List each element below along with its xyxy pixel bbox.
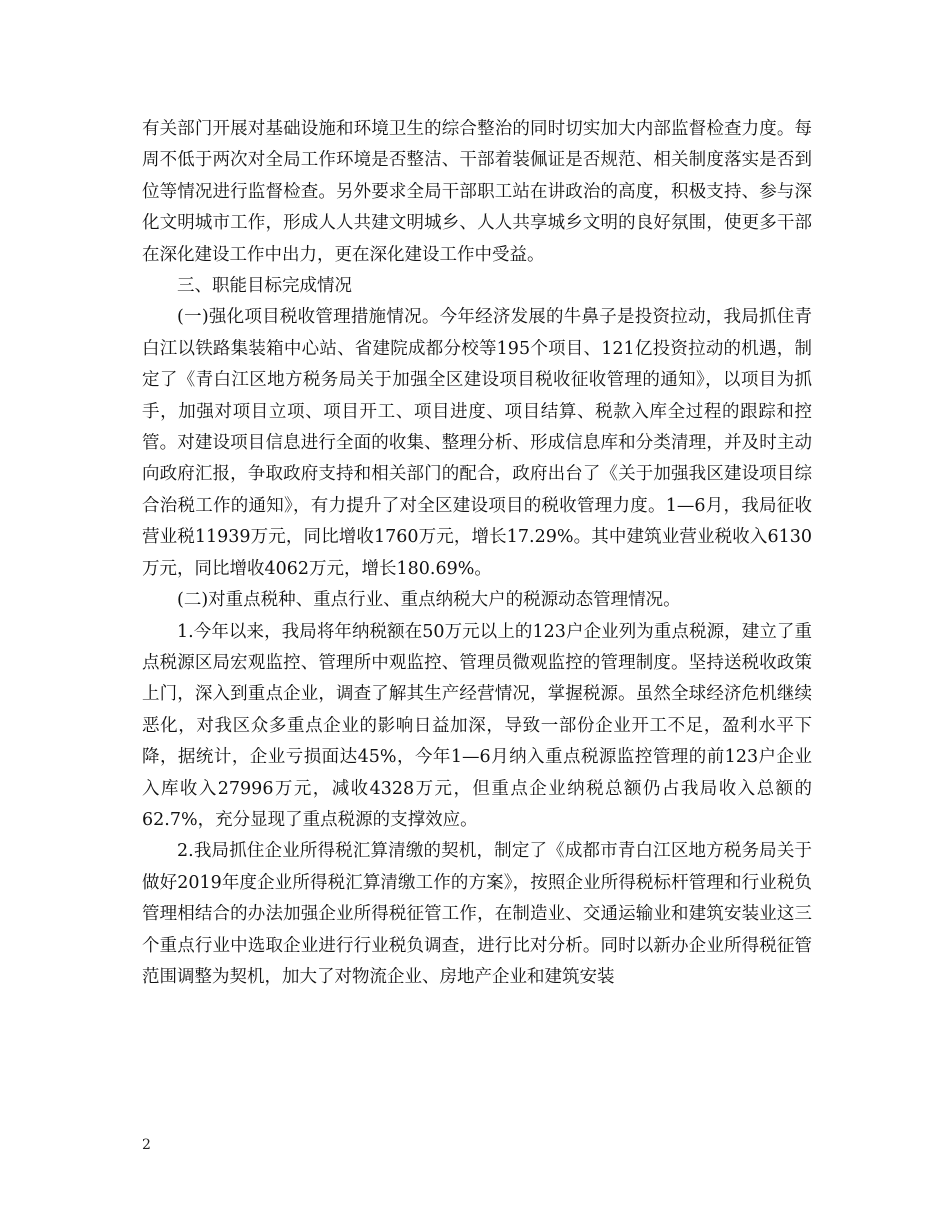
section-heading-objectives: 三、职能目标完成情况 (177, 276, 352, 297)
paragraph-key-tax-sources-detail: 1.今年以来，我局将年纳税额在50万元以上的123户企业列为重点税源，建立了重点税源区局宏观监控、管理所中观监控、管理员微观监控的管理制度。坚持送税收政策上门，深入到重点企业，调查了解其生产经营情况，掌握税源。虽然全球经济危机继续恶化，对我区众多重点企业的影响日益加深，导致一部份企业开工不足，盈利水平下降，据统计，企业亏损面达45%，今年1—6月纳入重点税源监控管理的前123户企业入库收入27996万元，减收4328万元，但重点企业纳税总额仍占我局收入总额的62.7%，充分显现了重点税源的支撑效应。 (142, 621, 812, 830)
paragraph-environment-supervision: 有关部门开展对基础设施和环境卫生的综合整治的同时切实加大内部监督检查力度。每周不低于两次对全局工作环境是否整洁、干部着装佩证是否规范、相关制度落实是否到位等情况进行监督检查。另外要求全局干部职工站在讲政治的高度，积极支持、参与深化文明城市工作，形成人人共建文明城乡、人人共享城乡文明的良好氛围，使更多干部在深化建设工作中出力，更在深化建设工作中受益。 (142, 119, 812, 265)
page-number: 2 (142, 1137, 151, 1153)
paragraph-key-tax-sources-heading: (二)对重点税种、重点行业、重点纳税大户的税源动态管理情况。 (177, 590, 681, 611)
paragraph-project-tax-management: (一)强化项目税收管理措施情况。今年经济发展的牛鼻子是投资拉动，我局抓住青白江以铁路集装箱中心站、省建院成都分校等195个项目、121亿投资拉动的机遇，制定了《青白江区地方税务局关于加强全区建设项目税收征收管理的通知》，以项目为抓手，加强对项目立项、项目开工、项目进度、项目结算、税款入库全过程的跟踪和控管。对建设项目信息进行全面的收集、整理分析、形成信息库和分类清理，并及时主动向政府汇报，争取政府支持和相关部门的配合，政府出台了《关于加强我区建设项目综合治税工作的通知》，有力提升了对全区建设项目的税收管理力度。1—6月，我局征收营业税11939万元，同比增收1760万元，增长17.29%。其中建筑业营业税收入6130万元，同比增收4062万元，增长180.69%。 (142, 307, 812, 579)
document-body (142, 114, 812, 993)
paragraph-income-tax-settlement: 2.我局抓住企业所得税汇算清缴的契机，制定了《成都市青白江区地方税务局关于做好2019年度企业所得税汇算清缴工作的方案》，按照企业所得税标杆管理和行业税负管理相结合的办法加强企业所得税征管工作，在制造业、交通运输业和建筑安装业这三个重点行业中选取企业进行行业税负调查，进行比对分析。同时以新办企业所得税征管范围调整为契机，加大了对物流企业、房地产企业和建筑安装 (142, 841, 812, 987)
